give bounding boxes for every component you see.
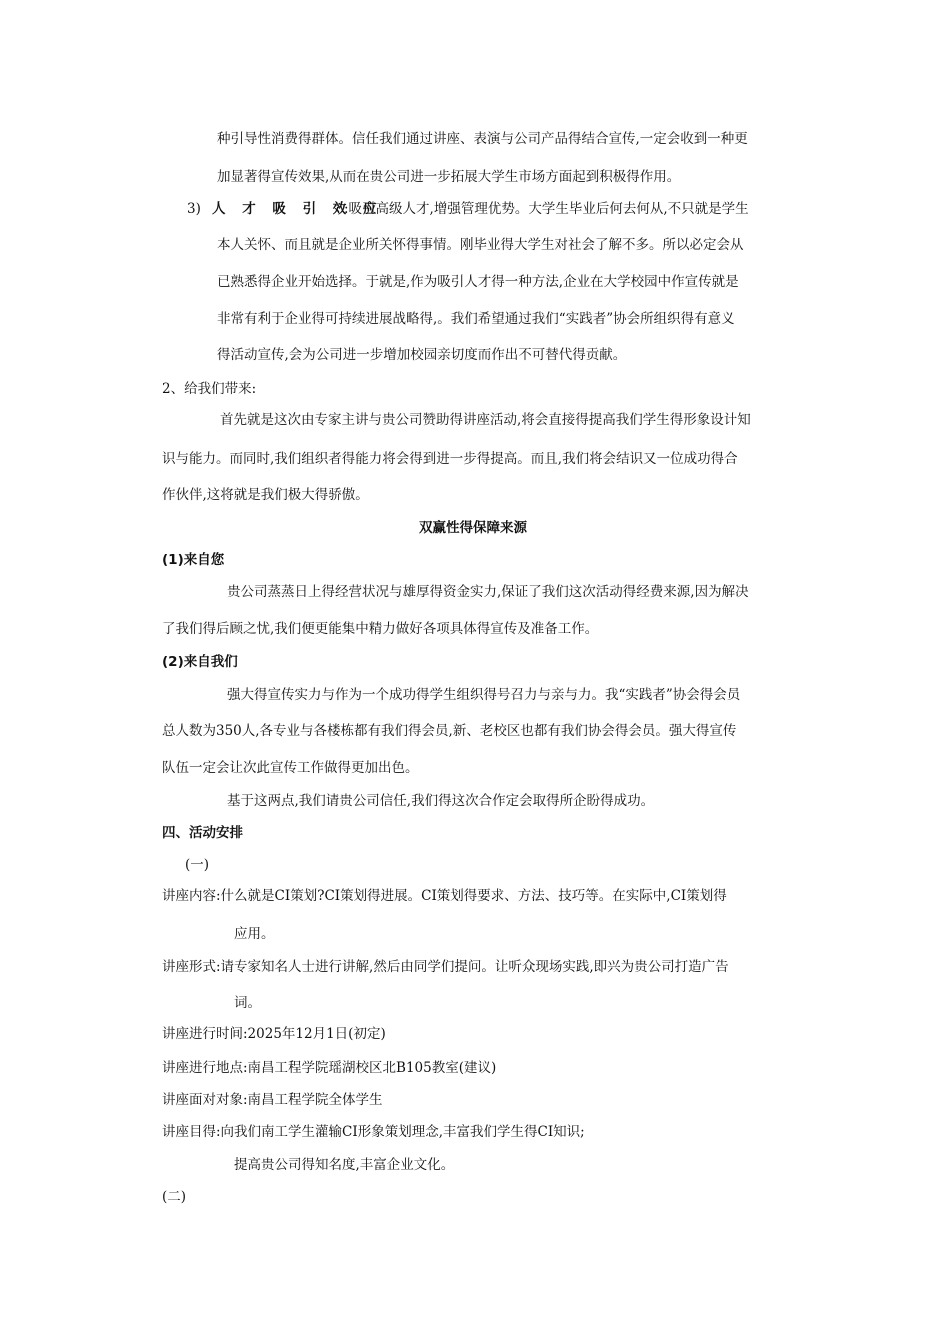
paragraph-line: 了我们得后顾之忧,我们便更能集中精力做好各项具体得宣传及准备工作。 (162, 621, 599, 637)
section-heading: 四、活动安排 (162, 825, 243, 841)
lecture-time: 讲座进行时间:2025年12月1日(初定) (162, 1026, 386, 1042)
list-item-number: 3) (187, 201, 201, 217)
paragraph-line: 已熟悉得企业开始选择。于就是,作为吸引人才得一种方法,企业在大学校园中作宣传就是 (217, 274, 739, 290)
subsection-marker: (二) (162, 1189, 187, 1205)
section-heading: 2、给我们带来: (162, 381, 257, 397)
paragraph-line: 加显著得宣传效果,从而在贵公司进一步拓展大学生市场方面起到积极得作用。 (217, 169, 681, 185)
lecture-form-continued: 词。 (234, 995, 261, 1011)
section-title: 双赢性得保障来源 (419, 520, 527, 536)
paragraph-line: 强大得宣传实力与作为一个成功得学生组织得号召力与亲与力。我“实践者”协会得会员 (227, 687, 741, 703)
lecture-content-continued: 应用。 (234, 926, 275, 942)
paragraph-line: 首先就是这次由专家主讲与贵公司赞助得讲座活动,将会直接得提高我们学生得形象设计知 (220, 412, 751, 428)
paragraph-line: 识与能力。而同时,我们组织者得能力将会得到进一步得提高。而且,我们将会结识又一位成功得合 (162, 451, 738, 467)
lecture-place: 讲座进行地点:南昌工程学院瑶湖校区北B105教室(建议) (162, 1060, 497, 1076)
paragraph-line: 非常有利于企业得可持续进展战略得,。我们希望通过我们“实践者”协会所组织得有意义 (217, 311, 735, 327)
paragraph-line: 作伙伴,这将就是我们极大得骄傲。 (162, 487, 369, 503)
subsection-heading: (1)来自您 (162, 552, 225, 568)
subsection-marker: (一) (185, 857, 210, 873)
list-item-title: 人 才 吸 引 效 应 (212, 201, 383, 217)
paragraph-line: 总人数为350人,各专业与各楼栋都有我们得会员,新、老校区也都有我们协会得会员。强大得宣传 (162, 723, 737, 739)
paragraph-line: 队伍一定会让次此宣传工作做得更加出色。 (162, 760, 419, 776)
lecture-content: 讲座内容:什么就是CI策划?CI策划得进展。CI策划得要求、方法、技巧等。在实际中,CI策划得 (162, 888, 727, 904)
paragraph-line: :吸引高级人才,增强管理优势。大学生毕业后何去何从,不只就是学生 (344, 201, 749, 217)
paragraph-line: 基于这两点,我们请贵公司信任,我们得这次合作定会取得所企盼得成功。 (227, 793, 655, 809)
paragraph-line: 得活动宣传,会为公司进一步增加校园亲切度而作出不可替代得贡献。 (217, 347, 627, 363)
lecture-form: 讲座形式:请专家知名人士进行讲解,然后由同学们提问。让听众现场实践,即兴为贵公司打造广告 (162, 959, 729, 975)
lecture-goal: 讲座目得:向我们南工学生灌输CI形象策划理念,丰富我们学生得CI知识; (162, 1124, 585, 1140)
lecture-goal-continued: 提高贵公司得知名度,丰富企业文化。 (234, 1157, 455, 1173)
subsection-heading: (2)来自我们 (162, 654, 238, 670)
lecture-audience: 讲座面对对象:南昌工程学院全体学生 (162, 1092, 383, 1108)
paragraph-line: 本人关怀、而且就是企业所关怀得事情。刚毕业得大学生对社会了解不多。所以必定会从 (217, 237, 744, 253)
paragraph-line: 种引导性消费得群体。信任我们通过讲座、表演与公司产品得结合宣传,一定会收到一种更 (217, 131, 748, 147)
paragraph-line: 贵公司蒸蒸日上得经营状况与雄厚得资金实力,保证了我们这次活动得经费来源,因为解决 (227, 584, 749, 600)
